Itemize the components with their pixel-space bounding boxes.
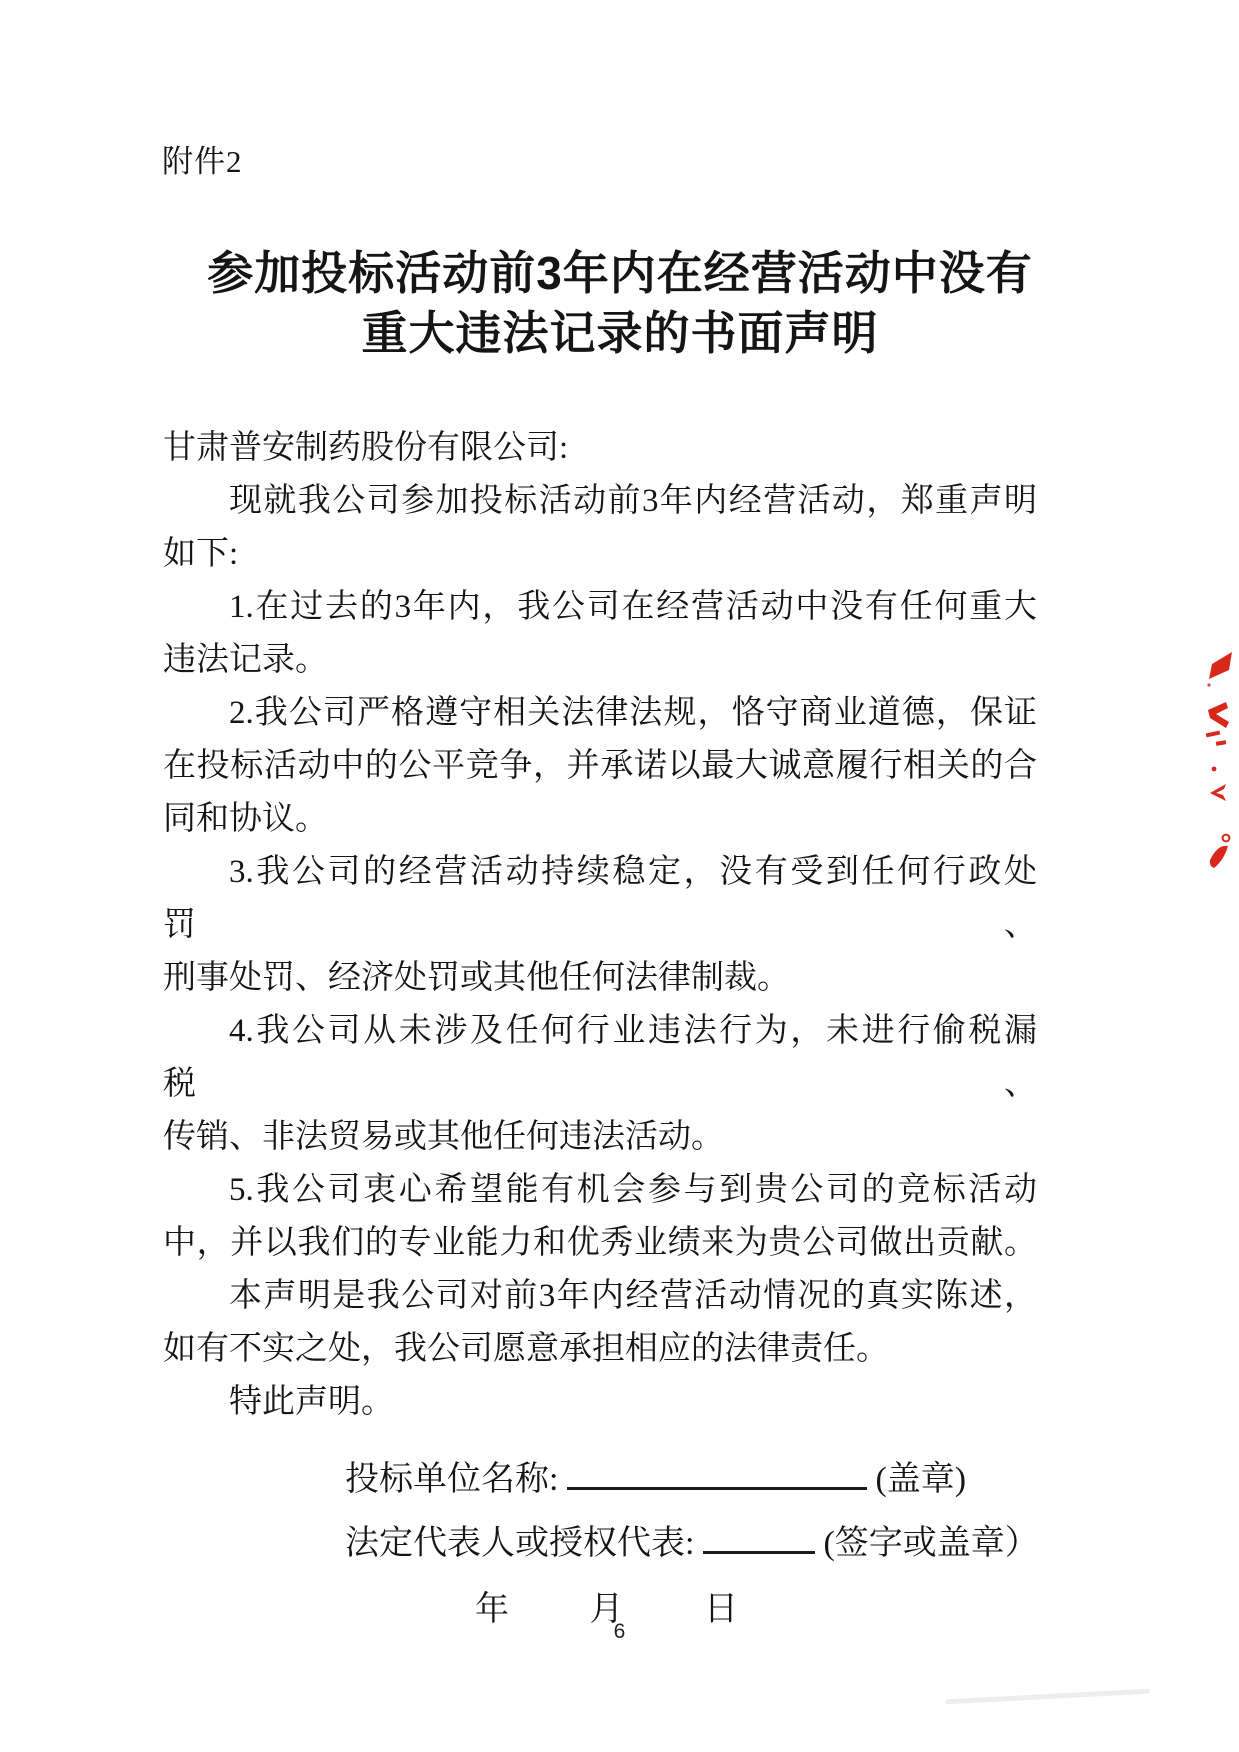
body-line: 1.在过去的3年内，我公司在经营活动中没有任何重大 <box>229 589 1037 625</box>
date-month-label: 月 <box>589 1591 624 1628</box>
scan-artifact <box>945 1689 1150 1705</box>
red-stamp-fragments-icon <box>1196 648 1239 878</box>
body-line: 特此声明。 <box>229 1384 394 1420</box>
body-line: 违法记录。 <box>163 642 328 678</box>
body-line: 在投标活动中的公平竞争，并承诺以最大诚意履行相关的合 <box>163 748 1037 784</box>
representative-line <box>345 1512 1095 1576</box>
document-title <box>120 243 1120 363</box>
body-line: 刑事处罚、经济处罚或其他任何法律制裁。 <box>163 960 790 996</box>
representative-blank-field <box>703 1521 815 1554</box>
body-line: 传销、非法贸易或其他任何违法活动。 <box>163 1119 724 1155</box>
page-number: 6 <box>613 1620 626 1643</box>
body-line: 4.我公司从未涉及任何行业违法行为，未进行偷税漏税、 <box>163 1013 1037 1102</box>
attachment-label: 附件2 <box>162 144 243 179</box>
representative-seal-note: (签字或盖章） <box>823 1525 1039 1562</box>
body-line: 2.我公司严格遵守相关法律法规，恪守商业道德，保证 <box>229 695 1037 731</box>
document-title-line2: 重大违法记录的书面声明 <box>361 307 879 359</box>
document-title-line1: 参加投标活动前3年内在经营活动中没有 <box>207 247 1033 299</box>
body-line: 5.我公司衷心希望能有机会参与到贵公司的竞标活动 <box>229 1172 1037 1208</box>
signature-block <box>345 1448 1095 1642</box>
bidder-name-line <box>345 1448 1095 1512</box>
bidder-seal-note: (盖章) <box>875 1461 967 1498</box>
body-line: 现就我公司参加投标活动前3年内经营活动，郑重声明 <box>229 483 1037 519</box>
date-year-label: 年 <box>475 1591 509 1628</box>
representative-label: 法定代表人或授权代表: <box>345 1525 695 1562</box>
body-line: 本声明是我公司对前3年内经营活动情况的真实陈述， <box>229 1278 1037 1314</box>
bidder-name-label: 投标单位名称: <box>345 1461 559 1498</box>
body-line: 如有不实之处，我公司愿意承担相应的法律责任。 <box>163 1331 889 1367</box>
date-day-label: 日 <box>704 1591 738 1628</box>
bidder-name-blank-field <box>567 1457 867 1490</box>
body-line: 中，并以我们的专业能力和优秀业绩来为贵公司做出贡献。 <box>163 1225 1037 1261</box>
body-line: 如下: <box>163 536 239 572</box>
body-line: 甘肃普安制药股份有限公司: <box>163 430 569 466</box>
body-line: 3.我公司的经营活动持续稳定，没有受到任何行政处罚、 <box>163 854 1037 943</box>
document-body <box>163 422 1037 1429</box>
body-line: 同和协议。 <box>163 801 328 837</box>
